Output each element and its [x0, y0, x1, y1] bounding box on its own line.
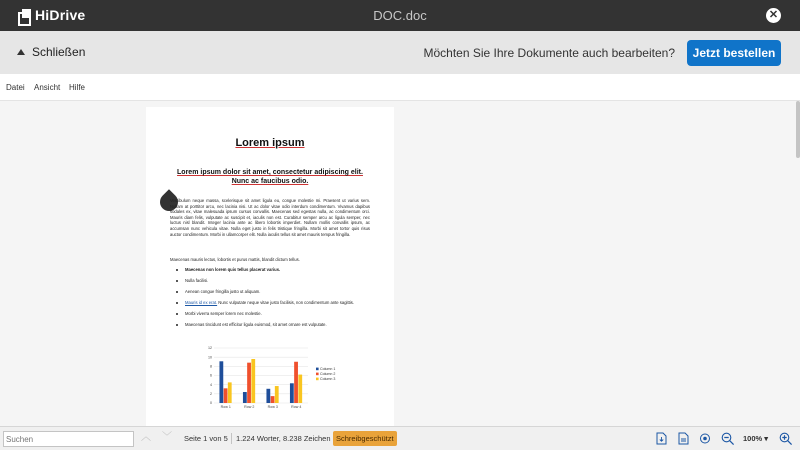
bar [266, 389, 270, 403]
bar [294, 362, 298, 403]
y-tick-label: 10 [208, 355, 212, 360]
legend-label: Column 2 [320, 372, 336, 376]
x-tick-label: Row 4 [291, 405, 302, 409]
caret-up-icon [17, 49, 25, 55]
logo-text: HiDrive [35, 7, 86, 23]
bar [271, 396, 275, 403]
bar [251, 359, 255, 403]
search-input[interactable] [3, 431, 134, 447]
list-item: Nulla facilisi. [176, 278, 368, 284]
top-bar [0, 0, 800, 31]
bar [247, 363, 251, 403]
bullet-list [176, 267, 368, 334]
y-tick-label: 0 [210, 401, 212, 406]
x-tick-label: Row 3 [267, 405, 278, 409]
doc-link[interactable]: Mauris id ex erat. [185, 300, 218, 306]
y-tick-label: 4 [210, 382, 212, 387]
y-tick-label: 12 [208, 346, 212, 351]
list-item: Maecenas non lorem quis tellus placerat varius. [176, 267, 368, 273]
chevron-down-icon[interactable]: ﹀ [162, 432, 172, 443]
document-viewer[interactable] [0, 101, 800, 426]
document-title: DOC.doc [373, 8, 427, 23]
collapse-label: Schließen [32, 45, 86, 59]
promo-bar [0, 31, 800, 74]
bar [219, 361, 223, 403]
bar [290, 383, 294, 403]
menu-ansicht[interactable]: Ansicht [34, 83, 61, 92]
y-tick-label: 8 [210, 364, 212, 369]
word-count: 1.224 Worter, 8.238 Zeichen [236, 434, 331, 443]
list-item: Maecenas tincidunt est efficitur ligula euismod, sit amet ornare est vulputate. [176, 322, 368, 328]
page-info: Seite 1 von 5 [184, 434, 228, 443]
collapse-button[interactable] [17, 45, 85, 59]
doc-paragraph: Vestibulum neque massa, scelerisque sit amet ligula eu, congue molestie mi. Praesent ut varius sem. Nullam at porttitor arcu, nec lacinia nisi. Ut ac dolor vitae odio interdum condimentum. Vivamus dapibus sodales ex, vitae malesuada ipsum cursus convallis. Maecenas sed egestas nulla, ac condimentum orci. Mauris diam felis, vulputate ac suscipit et, iaculis non est. Curabitur semper arcu ac ligula semper, nec luctus nisl blandit. Integer lacinia ante ac libero lobortis imperdiet. Nullam mollis convallis ipsum, ac accumsan nunc vehicula vitae. Nulla eget justo in felis tristique fringilla. Morbi sit amet tortor quis risus auctor condimentum. Morbi in ullamcorper elit. Nulla iaculis tellus sit amet mauris tempus fringilla. [170, 198, 370, 237]
list-item: Mauris id ex erat. Nunc vulputate neque vitae justo facilisis, non condimentum ante sagittis. [176, 300, 368, 306]
legend-swatch [316, 378, 319, 381]
doc-paragraph-2: Maecenas mauris lectus, lobortis et purus mattis, blandit dictum tellus. [170, 257, 300, 262]
menu-hilfe[interactable]: Hilfe [69, 83, 86, 92]
doc-subheading: Lorem ipsum dolor sit amet, consectetur adipiscing elit. Nunc ac faucibus odio. [177, 169, 363, 185]
promo-message: Möchten Sie Ihre Dokumente auch bearbeiten? [423, 46, 675, 60]
bar [298, 375, 302, 403]
menu-bar [0, 74, 800, 101]
bar [224, 388, 228, 403]
x-tick-label: Row 1 [220, 405, 231, 409]
vertical-scrollbar[interactable] [796, 101, 800, 158]
print-doc-icon[interactable] [677, 432, 689, 445]
list-item: Aenean congue fringilla justo ut aliquam. [176, 289, 368, 295]
list-item: Morbi viverra semper lorem nec molestie. [176, 311, 368, 317]
legend-swatch [316, 373, 319, 376]
zoom-out-icon[interactable] [721, 432, 735, 445]
fit-page-icon[interactable] [699, 432, 711, 445]
divider [231, 433, 232, 444]
legend-swatch [316, 368, 319, 371]
close-icon[interactable]: ✕ [766, 8, 781, 23]
bar [228, 382, 232, 403]
caret-down-icon: ▾ [764, 434, 769, 443]
y-tick-label: 6 [210, 373, 212, 378]
x-tick-label: Row 2 [244, 405, 255, 409]
order-now-button[interactable]: Jetzt bestellen [687, 40, 781, 66]
readonly-badge: Schreibgeschützt [333, 431, 397, 446]
bar-chart [204, 345, 354, 415]
doc-heading: Lorem ipsum [235, 137, 305, 149]
bar [243, 392, 247, 403]
chevron-up-icon[interactable]: ︿ [141, 432, 151, 443]
zoom-level-select[interactable]: 100% ▾ [743, 434, 769, 443]
status-bar [0, 426, 800, 450]
bar [275, 386, 279, 403]
menu-datei[interactable]: Datei [6, 83, 25, 92]
legend-label: Column 1 [320, 367, 336, 371]
download-doc-icon[interactable] [655, 432, 667, 445]
legend-label: Column 3 [320, 377, 336, 381]
y-tick-label: 2 [210, 392, 212, 397]
document-page [146, 107, 394, 426]
zoom-in-icon[interactable] [779, 432, 793, 445]
